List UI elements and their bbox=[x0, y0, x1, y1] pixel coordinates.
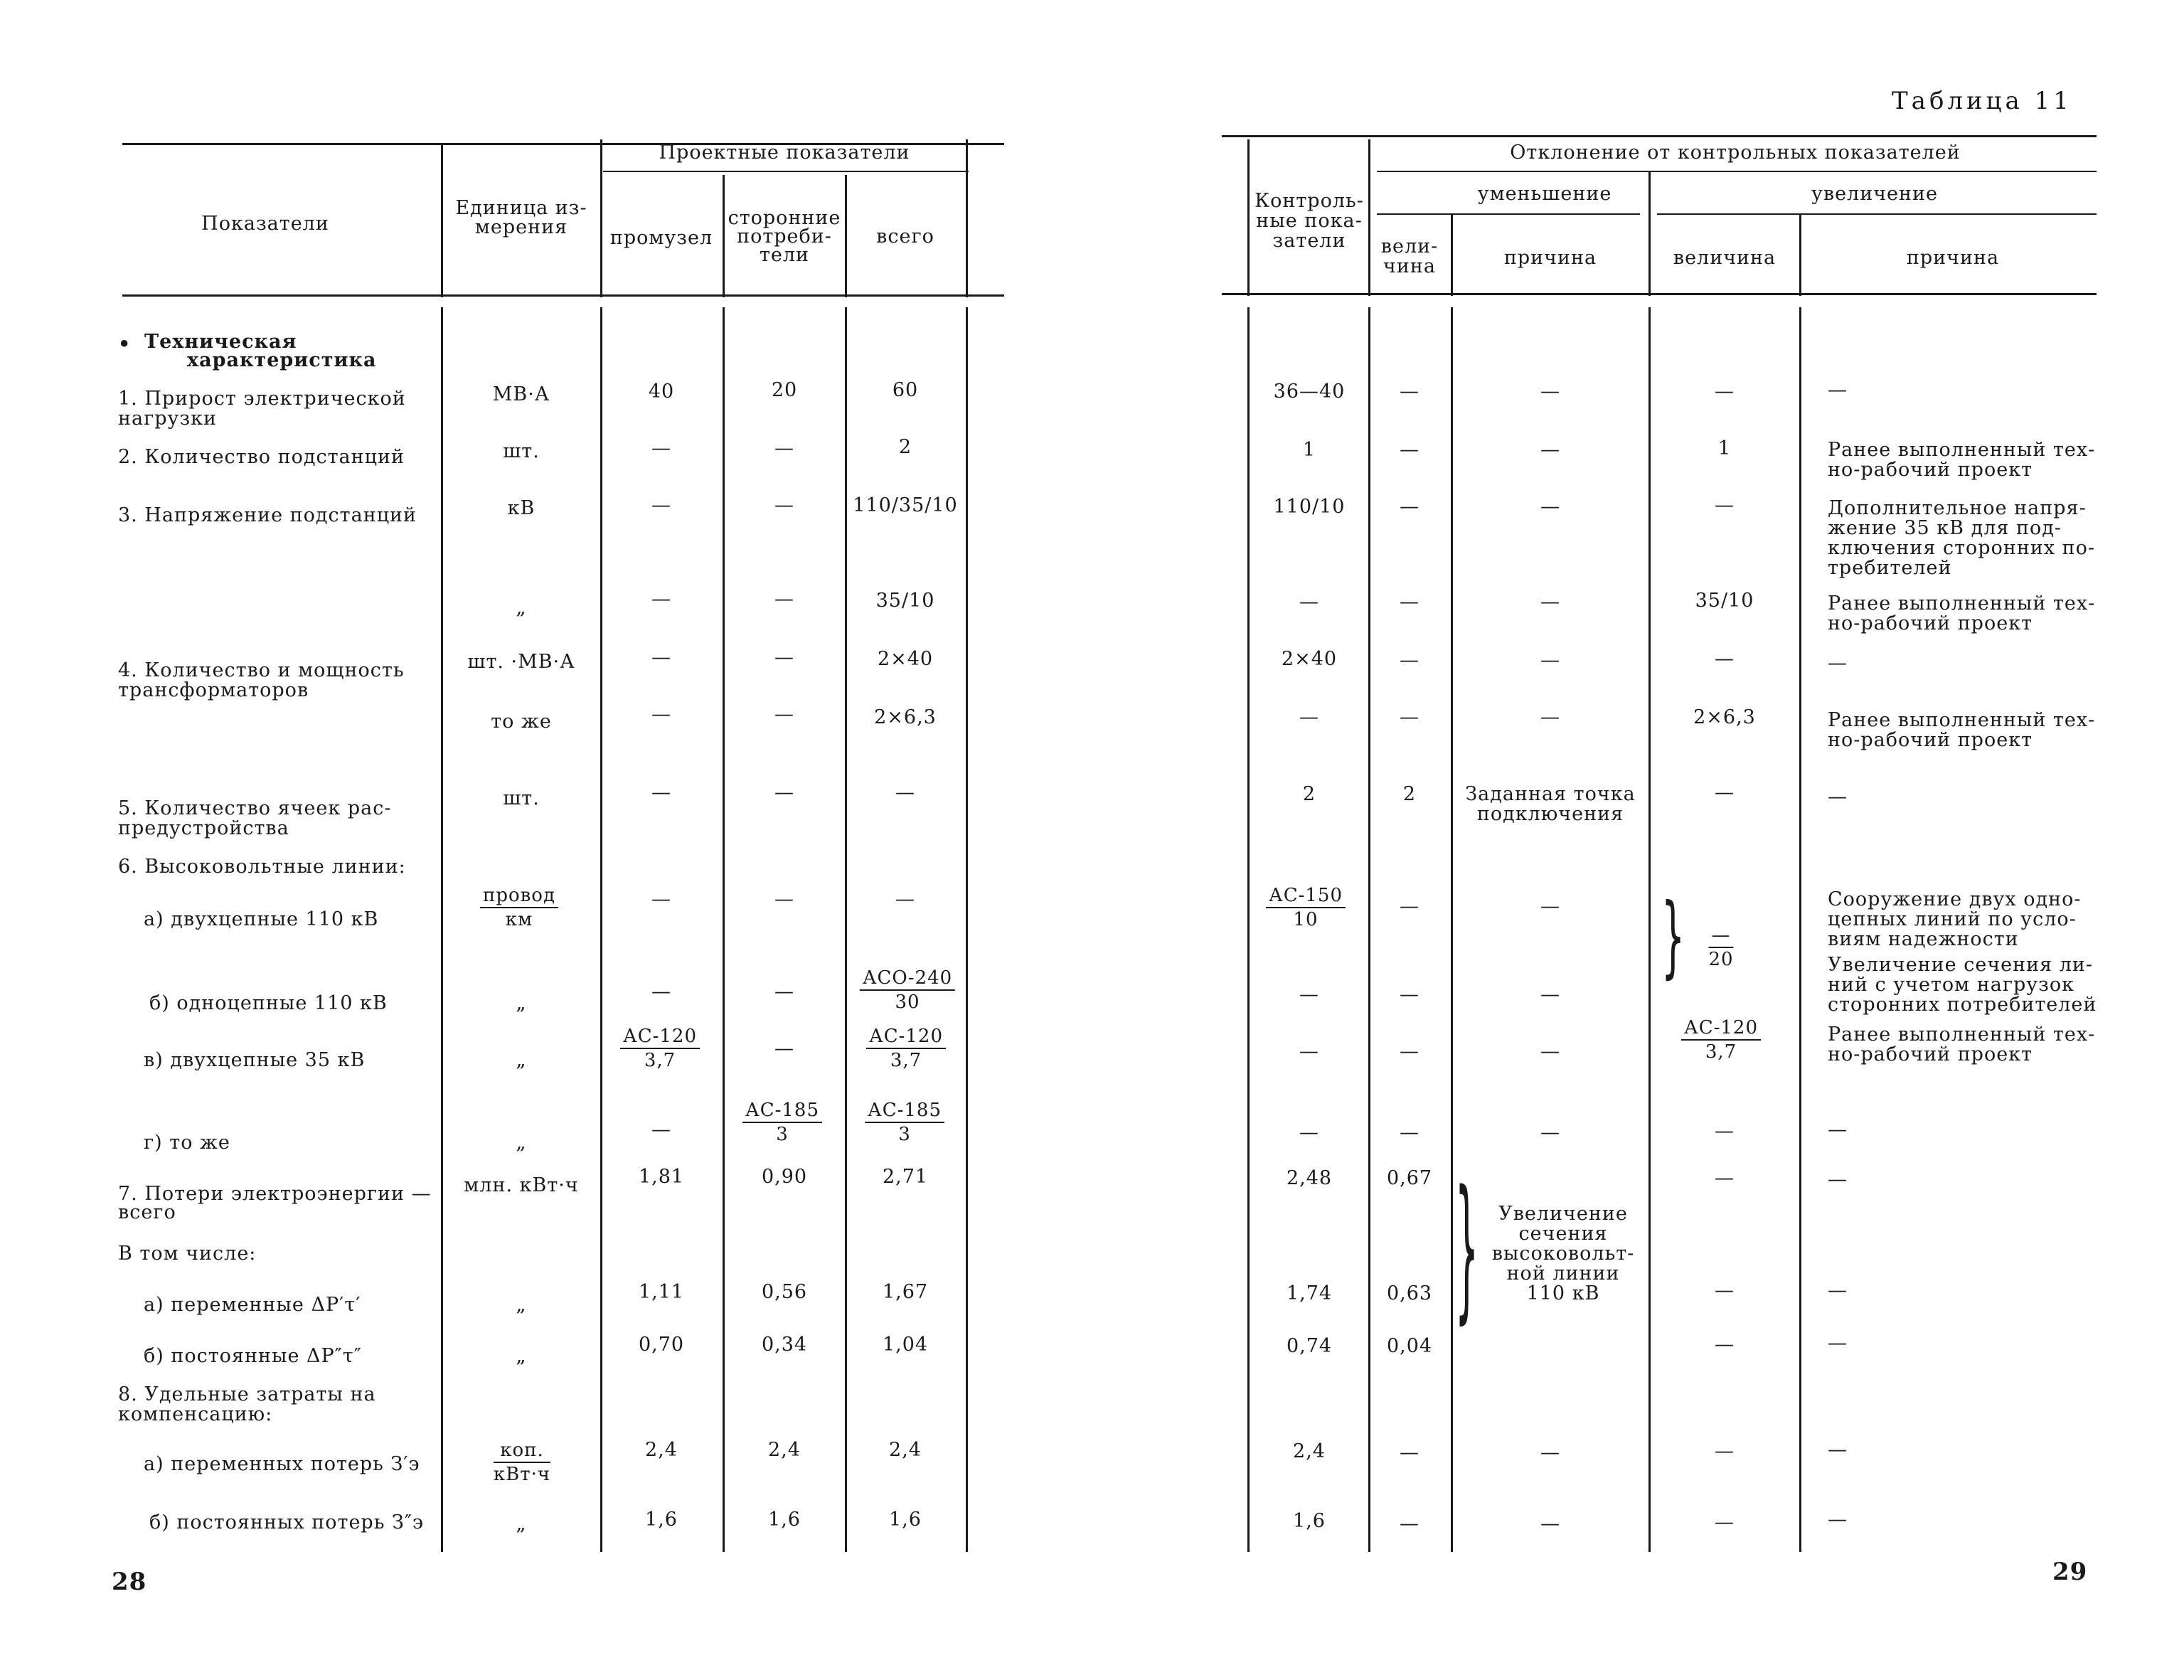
unit-r8a-denominator: кВт·ч bbox=[493, 1464, 551, 1485]
indicator-7a: а) переменные ΔP′τ′ bbox=[144, 1294, 361, 1316]
control-r1: 36—40 bbox=[1273, 381, 1346, 403]
inc-reason-r7a: — bbox=[1828, 1280, 1848, 1302]
header-design-group: Проектные показатели bbox=[659, 142, 910, 164]
total-r8a: 2,4 bbox=[889, 1439, 922, 1461]
right-col-rule-1 bbox=[1368, 139, 1370, 296]
right-col-rule-4b bbox=[1799, 307, 1801, 1552]
promuzel-r4: — bbox=[651, 647, 671, 669]
unit-r6b: „ bbox=[516, 992, 527, 1014]
promuzel-r6b: — bbox=[651, 981, 671, 1003]
left-col-rule-3b bbox=[723, 307, 725, 1552]
inc-value-r6d: — bbox=[1715, 1120, 1735, 1142]
promuzel-r7b: 0,70 bbox=[638, 1334, 685, 1356]
dec-reason-r6d: — bbox=[1540, 1122, 1560, 1144]
third-r6b: — bbox=[774, 981, 794, 1003]
dec-reason-r7-line4: ной линии bbox=[1506, 1262, 1620, 1285]
header-control-line1: Контроль- bbox=[1255, 190, 1364, 212]
header-control-line3: затели bbox=[1272, 230, 1346, 252]
indicator-5-line2: предустройства bbox=[118, 817, 289, 839]
control-r7: 2,48 bbox=[1286, 1167, 1333, 1189]
third-r7b: 0,34 bbox=[761, 1334, 808, 1356]
third-r6a: — bbox=[774, 888, 794, 910]
unit-r7a: „ bbox=[516, 1294, 527, 1316]
unit-r8b: „ bbox=[516, 1513, 527, 1535]
right-col-rule-0 bbox=[1247, 139, 1250, 296]
right-col-rule-1b bbox=[1368, 307, 1370, 1552]
total-r6b-denominator: 30 bbox=[895, 991, 920, 1013]
dec-reason-r1: — bbox=[1540, 381, 1560, 403]
inc-reason-r3-line1: Дополнительное напря- bbox=[1828, 497, 2087, 519]
control-r3b: — bbox=[1299, 591, 1319, 613]
third-r8b: 1,6 bbox=[768, 1509, 801, 1531]
control-r6c: — bbox=[1299, 1041, 1319, 1063]
dec-reason-r5-line2: подключения bbox=[1476, 803, 1624, 825]
design-group-rule bbox=[603, 171, 969, 172]
unit-r4: шт. ·МВ·А bbox=[467, 651, 575, 673]
promuzel-r6c-fraction bbox=[620, 1026, 700, 1071]
control-r8a: 2,4 bbox=[1293, 1440, 1326, 1462]
dec-reason-r2: — bbox=[1540, 439, 1560, 461]
inc-value-r4b: 2×6,3 bbox=[1693, 706, 1756, 728]
dec-reason-r4b: — bbox=[1540, 706, 1560, 728]
loss-reason-brace: } bbox=[1455, 1161, 1479, 1340]
inc-value-r8a: — bbox=[1715, 1440, 1735, 1462]
third-r5: — bbox=[774, 782, 794, 804]
unit-r4b: то же bbox=[491, 711, 552, 733]
dec-reason-r8b: — bbox=[1540, 1513, 1560, 1535]
left-col-rule-2b bbox=[600, 307, 602, 1552]
inc-value-r7: — bbox=[1715, 1167, 1735, 1189]
promuzel-r7a: 1,11 bbox=[638, 1281, 685, 1303]
control-r6b: — bbox=[1299, 984, 1319, 1006]
inc-reason-r1: — bbox=[1828, 379, 1848, 401]
total-r6d-fraction bbox=[865, 1100, 944, 1145]
indicator-6a: а) двухцепные 110 кВ bbox=[144, 908, 379, 930]
third-r7: 0,90 bbox=[761, 1166, 808, 1188]
right-col-rule-4 bbox=[1799, 213, 1801, 296]
indicator-4-line2: трансформаторов bbox=[118, 679, 309, 701]
dec-value-r6b: — bbox=[1400, 984, 1419, 1006]
left-col-rule-5 bbox=[966, 139, 968, 297]
dec-reason-r7-line2: сечения bbox=[1518, 1223, 1608, 1245]
dec-reason-r7-line3: высоковольт- bbox=[1491, 1243, 1635, 1265]
promuzel-r6a: — bbox=[651, 888, 671, 910]
right-header-bottom-rule bbox=[1222, 293, 2097, 295]
total-r6c-numerator: АС-120 bbox=[866, 1026, 946, 1049]
indicator-8-line1: 8. Удельные затраты на bbox=[118, 1383, 376, 1405]
dec-value-r4: — bbox=[1400, 649, 1419, 671]
control-r7a: 1,74 bbox=[1286, 1282, 1333, 1304]
header-third-line2: потреби- bbox=[737, 225, 832, 248]
promuzel-r1: 40 bbox=[648, 381, 675, 403]
control-r6a-fraction bbox=[1266, 885, 1346, 930]
dec-value-r5: 2 bbox=[1402, 783, 1417, 805]
inc-reason-r6b-line3: сторонних потребителей bbox=[1828, 994, 2097, 1016]
right-col-rule-2b bbox=[1451, 307, 1453, 1552]
header-dec-value-line1: вели- bbox=[1380, 235, 1439, 257]
dec-value-r1: — bbox=[1400, 381, 1419, 403]
left-page-number: 28 bbox=[112, 1568, 147, 1596]
header-inc-reason: причина bbox=[1906, 247, 2000, 269]
unit-r5: шт. bbox=[503, 787, 540, 809]
dec-reason-r6b: — bbox=[1540, 984, 1560, 1006]
inc-value-r6c-fraction bbox=[1681, 1017, 1761, 1063]
left-col-rule-5b bbox=[966, 307, 968, 1552]
indicator-2: 2. Количество подстанций bbox=[118, 446, 405, 468]
inc-value-r5: — bbox=[1715, 782, 1735, 804]
right-top-rule bbox=[1222, 135, 2097, 137]
header-increase: увеличение bbox=[1811, 183, 1939, 205]
total-r8b: 1,6 bbox=[889, 1509, 922, 1531]
dec-value-r2: — bbox=[1400, 439, 1419, 461]
inc-value-r7b: — bbox=[1715, 1334, 1735, 1356]
inc-value-r6ab-fraction bbox=[1708, 925, 1733, 970]
right-col-rule-0b bbox=[1247, 307, 1250, 1552]
indicator-1-line2: нагрузки bbox=[118, 408, 218, 430]
total-r4: 2×40 bbox=[877, 648, 934, 670]
left-col-rule-3 bbox=[723, 175, 725, 297]
third-r6d-fraction bbox=[742, 1100, 822, 1145]
total-r6a: — bbox=[895, 888, 915, 910]
header-third-line1: сторонние bbox=[728, 207, 841, 229]
third-r8a: 2,4 bbox=[768, 1439, 801, 1461]
third-r2: — bbox=[774, 437, 794, 459]
left-col-rule-4b bbox=[845, 307, 847, 1552]
total-r5: — bbox=[895, 782, 915, 804]
header-decrease: уменьшение bbox=[1477, 183, 1612, 205]
third-r6d-numerator: АС-185 bbox=[742, 1100, 822, 1123]
control-r2: 1 bbox=[1302, 439, 1316, 461]
dec-value-r3b: — bbox=[1400, 591, 1419, 613]
dec-value-r3: — bbox=[1400, 496, 1419, 518]
control-r4b: — bbox=[1299, 706, 1319, 728]
section-title-line2: характеристика bbox=[187, 349, 377, 371]
inc-value-r6ab-numerator: — bbox=[1708, 925, 1733, 948]
total-r4b: 2×6,3 bbox=[874, 706, 937, 728]
dec-reason-r8a: — bbox=[1540, 1442, 1560, 1464]
inc-value-r4: — bbox=[1715, 648, 1735, 670]
right-col-rule-3 bbox=[1648, 171, 1651, 296]
inc-reason-r2-line2: но-рабочий проект bbox=[1828, 459, 2033, 481]
dec-reason-r6a: — bbox=[1540, 895, 1560, 918]
promuzel-r5: — bbox=[651, 782, 671, 804]
control-r8b: 1,6 bbox=[1293, 1510, 1326, 1532]
third-r3: — bbox=[774, 494, 794, 516]
unit-r3: кВ bbox=[507, 497, 536, 519]
indicator-4-line1: 4. Количество и мощность bbox=[118, 659, 405, 681]
inc-reason-r3-line3: ключения сторонних по- bbox=[1828, 537, 2095, 559]
control-r3: 110/10 bbox=[1273, 496, 1346, 518]
third-r6c: — bbox=[774, 1038, 794, 1060]
third-r7a: 0,56 bbox=[761, 1281, 808, 1303]
right-page-number: 29 bbox=[2052, 1558, 2088, 1586]
section-bullet: • bbox=[118, 334, 132, 356]
header-deviation-group: Отклонение от контрольных показателей bbox=[1510, 142, 1961, 164]
dec-reason-r7-line5: 110 кВ bbox=[1526, 1282, 1600, 1304]
total-r7: 2,71 bbox=[882, 1166, 929, 1188]
inc-reason-r7b: — bbox=[1828, 1332, 1848, 1354]
inc-value-r6c-numerator: АС-120 bbox=[1681, 1017, 1761, 1041]
unit-r6a-fraction bbox=[480, 885, 558, 930]
inc-reason-r4b-line2: но-рабочий проект bbox=[1828, 729, 2033, 751]
promuzel-r8a: 2,4 bbox=[645, 1439, 678, 1461]
promuzel-r6d: — bbox=[651, 1119, 671, 1141]
inc-reason-r6b-line2: ний с учетом нагрузок bbox=[1828, 974, 2075, 996]
increase-rule bbox=[1657, 213, 2097, 215]
header-control-line2: ные пока- bbox=[1256, 210, 1363, 232]
inc-reason-r3b-line2: но-рабочий проект bbox=[1828, 612, 2033, 634]
dec-value-r8a: — bbox=[1400, 1442, 1419, 1464]
inc-value-r3b: 35/10 bbox=[1695, 590, 1754, 612]
inc-reason-r6c-line2: но-рабочий проект bbox=[1828, 1043, 2033, 1065]
control-r7b: 0,74 bbox=[1286, 1335, 1333, 1357]
total-r6d-denominator: 3 bbox=[898, 1124, 911, 1145]
inc-reason-r4b-line1: Ранее выполненный тех- bbox=[1828, 709, 2096, 731]
indicator-6b: б) одноцепные 110 кВ bbox=[149, 992, 388, 1014]
inc-reason-r6a-line1: Сооружение двух одно- bbox=[1828, 888, 2082, 910]
control-r4: 2×40 bbox=[1281, 648, 1338, 670]
indicator-5-line1: 5. Количество ячеек рас- bbox=[118, 797, 392, 819]
promuzel-r2: — bbox=[651, 437, 671, 459]
unit-r1: МВ·А bbox=[492, 383, 550, 405]
dec-reason-r6c: — bbox=[1540, 1041, 1560, 1063]
unit-r8a-numerator: коп. bbox=[494, 1440, 550, 1463]
inc-reason-r4: — bbox=[1828, 652, 1848, 674]
inc-reason-r2-line1: Ранее выполненный тех- bbox=[1828, 439, 2096, 461]
inc-value-r1: — bbox=[1715, 381, 1735, 403]
indicator-8a: а) переменных потерь З′э bbox=[144, 1453, 420, 1475]
inc-reason-r8b: — bbox=[1828, 1509, 1848, 1531]
third-r4b: — bbox=[774, 703, 794, 725]
promuzel-r7: 1,81 bbox=[638, 1166, 685, 1188]
control-r6d: — bbox=[1299, 1122, 1319, 1144]
deviation-group-rule bbox=[1377, 171, 2097, 172]
dec-reason-r7-line1: Увеличение bbox=[1498, 1203, 1628, 1225]
inc-value-r7a: — bbox=[1715, 1280, 1735, 1302]
unit-r6a-denominator: км bbox=[505, 909, 533, 930]
indicator-1-line1: 1. Прирост электрической bbox=[118, 388, 406, 410]
promuzel-r6c-denominator: 3,7 bbox=[644, 1050, 676, 1071]
left-col-rule-2 bbox=[600, 139, 602, 297]
unit-r6d: „ bbox=[516, 1132, 527, 1154]
inc-value-r8b: — bbox=[1715, 1511, 1735, 1533]
total-r6c-denominator: 3,7 bbox=[890, 1050, 922, 1071]
indicator-3: 3. Напряжение подстанций bbox=[118, 504, 417, 526]
indicator-7-including: В том числе: bbox=[118, 1243, 257, 1265]
dec-value-r4b: — bbox=[1400, 706, 1419, 728]
total-r3b: 35/10 bbox=[875, 590, 935, 612]
dec-reason-r3b: — bbox=[1540, 591, 1560, 613]
dec-value-r7b: 0,04 bbox=[1386, 1335, 1433, 1357]
header-unit-line1: Единица из- bbox=[455, 197, 587, 219]
inc-reason-r6a-line3: виям надежности bbox=[1828, 928, 2019, 950]
total-r2: 2 bbox=[898, 436, 912, 458]
indicator-7b: б) постоянные ΔP″τ″ bbox=[144, 1345, 362, 1367]
section-title-line1: Техническая bbox=[144, 331, 297, 353]
inc-value-r6c-denominator: 3,7 bbox=[1705, 1041, 1737, 1063]
inc-value-r6ab-denominator: 20 bbox=[1708, 949, 1734, 970]
inc-reason-r7: — bbox=[1828, 1169, 1848, 1191]
left-col-rule-4 bbox=[845, 175, 847, 297]
unit-r6a-numerator: провод bbox=[480, 885, 558, 908]
dec-reason-r5-line1: Заданная точка bbox=[1465, 783, 1636, 805]
unit-r3b: „ bbox=[516, 597, 527, 619]
inc-value-r2: 1 bbox=[1717, 437, 1732, 459]
indicator-6d: г) то же bbox=[144, 1132, 230, 1154]
inc-reason-r5: — bbox=[1828, 786, 1848, 808]
promuzel-r8b: 1,6 bbox=[645, 1509, 678, 1531]
right-col-rule-2 bbox=[1451, 213, 1453, 296]
total-r3: 110/35/10 bbox=[853, 494, 958, 516]
dec-value-r8b: — bbox=[1400, 1513, 1419, 1535]
header-promuzel: промузел bbox=[609, 227, 713, 249]
indicator-7-line2: всего bbox=[118, 1201, 176, 1223]
decrease-rule bbox=[1377, 213, 1640, 215]
unit-r2: шт. bbox=[503, 440, 540, 462]
dec-value-r7a: 0,63 bbox=[1386, 1282, 1433, 1304]
total-r6c-fraction bbox=[866, 1026, 946, 1071]
unit-r7b: „ bbox=[516, 1345, 527, 1367]
inc-reason-r6b-line1: Увеличение сечения ли- bbox=[1828, 954, 2094, 976]
dec-value-r6a: — bbox=[1400, 895, 1419, 918]
indicator-8b: б) постоянных потерь З″э bbox=[149, 1511, 425, 1533]
control-r5: 2 bbox=[1302, 783, 1316, 805]
inc-reason-r6c-line1: Ранее выполненный тех- bbox=[1828, 1024, 2096, 1046]
header-indicators: Показатели bbox=[201, 213, 329, 235]
total-r6d-numerator: АС-185 bbox=[865, 1100, 944, 1123]
table-caption: Таблица 11 bbox=[1892, 87, 2072, 115]
unit-r7: млн. кВт·ч bbox=[464, 1174, 579, 1196]
lines-value-brace: } bbox=[1661, 886, 1685, 989]
left-header-bottom-rule bbox=[122, 294, 1004, 297]
promuzel-r3b: — bbox=[651, 588, 671, 610]
left-col-rule-1 bbox=[441, 143, 443, 297]
dec-value-r6d: — bbox=[1400, 1122, 1419, 1144]
header-total: всего bbox=[876, 225, 934, 248]
dec-reason-r4: — bbox=[1540, 649, 1560, 671]
total-r1: 60 bbox=[892, 379, 919, 401]
inc-reason-r3-line2: жение 35 кВ для под- bbox=[1828, 517, 2062, 539]
inc-reason-r8a: — bbox=[1828, 1439, 1848, 1461]
inc-value-r3: — bbox=[1715, 494, 1735, 516]
third-r3b: — bbox=[774, 588, 794, 610]
inc-reason-r6d: — bbox=[1828, 1119, 1848, 1141]
dec-value-r6c: — bbox=[1400, 1041, 1419, 1063]
indicator-7-line1: 7. Потери электроэнергии — bbox=[118, 1183, 432, 1205]
dec-reason-r3: — bbox=[1540, 496, 1560, 518]
third-r6d-denominator: 3 bbox=[776, 1124, 789, 1145]
promuzel-r4b: — bbox=[651, 703, 671, 725]
unit-r6c: „ bbox=[516, 1049, 527, 1071]
indicator-8-line2: компенсацию: bbox=[118, 1403, 273, 1425]
inc-reason-r6a-line2: цепных линий по усло- bbox=[1828, 908, 2077, 930]
third-r4: — bbox=[774, 647, 794, 669]
header-inc-value: величина bbox=[1673, 247, 1777, 269]
total-r6b-fraction bbox=[860, 967, 955, 1013]
control-r6a-numerator: АС-150 bbox=[1266, 885, 1346, 908]
promuzel-r6c-numerator: АС-120 bbox=[620, 1026, 700, 1049]
inc-reason-r3-line4: требителей bbox=[1828, 557, 1952, 579]
header-dec-reason: причина bbox=[1503, 247, 1597, 269]
indicator-6c: в) двухцепные 35 кВ bbox=[144, 1049, 366, 1071]
left-col-rule-1b bbox=[441, 307, 443, 1552]
total-r7b: 1,04 bbox=[882, 1334, 929, 1356]
header-third-line3: тели bbox=[759, 244, 810, 266]
indicator-6: 6. Высоковольтные линии: bbox=[118, 856, 406, 878]
third-r1: 20 bbox=[771, 379, 798, 401]
control-r6a-denominator: 10 bbox=[1293, 909, 1319, 930]
unit-r8a-fraction bbox=[494, 1440, 550, 1485]
inc-reason-r3b-line1: Ранее выполненный тех- bbox=[1828, 592, 2096, 615]
header-unit-line2: мерения bbox=[474, 216, 568, 238]
promuzel-r3: — bbox=[651, 494, 671, 516]
right-col-rule-3b bbox=[1648, 307, 1651, 1552]
total-r7a: 1,67 bbox=[882, 1281, 929, 1303]
total-r6b-numerator: АСО-240 bbox=[860, 967, 955, 991]
header-dec-value-line2: чина bbox=[1383, 255, 1436, 277]
dec-value-r7: 0,67 bbox=[1386, 1167, 1433, 1189]
